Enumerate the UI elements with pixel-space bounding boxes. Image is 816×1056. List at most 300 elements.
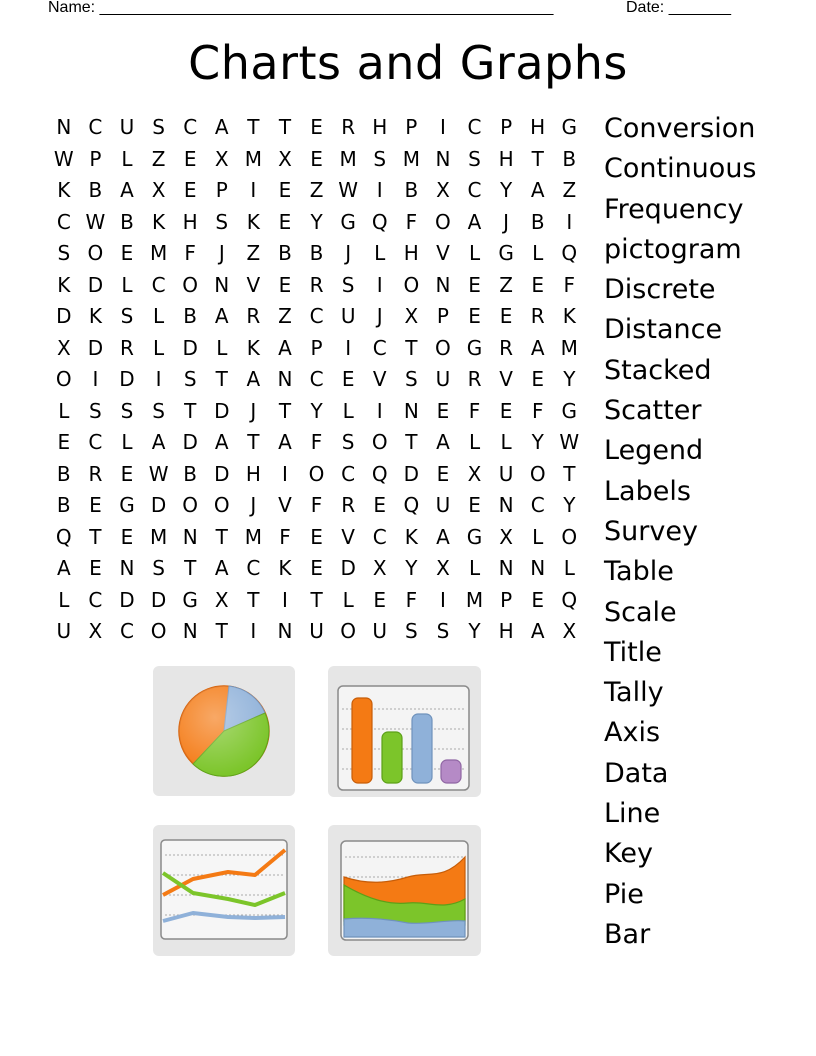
- grid-letter[interactable]: S: [57, 241, 71, 265]
- grid-letter[interactable]: Q: [561, 241, 578, 265]
- grid-letter[interactable]: O: [403, 272, 420, 297]
- grid-letter[interactable]: Z: [278, 304, 292, 328]
- grid-letter[interactable]: R: [341, 115, 356, 139]
- grid-letter[interactable]: E: [183, 146, 197, 171]
- grid-letter[interactable]: F: [468, 398, 481, 423]
- grid-letter[interactable]: X: [56, 335, 71, 360]
- grid-letter[interactable]: W: [338, 178, 359, 202]
- grid-letter[interactable]: N: [277, 619, 293, 643]
- grid-letter[interactable]: A: [246, 367, 261, 391]
- grid-letter[interactable]: K: [246, 335, 260, 360]
- grid-letter[interactable]: W: [85, 209, 106, 234]
- grid-letter[interactable]: E: [310, 556, 323, 580]
- grid-letter[interactable]: T: [89, 524, 102, 549]
- grid-letter[interactable]: Q: [371, 209, 388, 234]
- grid-letter[interactable]: M: [402, 146, 420, 171]
- grid-letter[interactable]: O: [371, 430, 388, 454]
- grid-letter[interactable]: E: [436, 461, 450, 486]
- grid-letter[interactable]: C: [88, 430, 103, 454]
- grid-letter[interactable]: D: [182, 335, 198, 360]
- grid-letter[interactable]: K: [404, 524, 418, 549]
- grid-letter[interactable]: T: [247, 115, 260, 139]
- grid-letter[interactable]: K: [562, 304, 576, 328]
- grid-letter[interactable]: M: [149, 241, 168, 265]
- grid-letter[interactable]: O: [150, 619, 167, 643]
- grid-letter[interactable]: P: [500, 587, 513, 612]
- grid-letter[interactable]: G: [561, 115, 578, 139]
- grid-letter[interactable]: S: [341, 272, 355, 297]
- grid-letter[interactable]: S: [436, 619, 450, 643]
- grid-letter[interactable]: O: [435, 335, 451, 360]
- grid-letter[interactable]: P: [310, 335, 323, 360]
- grid-letter[interactable]: A: [56, 556, 71, 580]
- grid-letter[interactable]: L: [121, 146, 133, 171]
- grid-letter[interactable]: Y: [310, 209, 323, 234]
- grid-letter[interactable]: O: [529, 461, 546, 486]
- grid-letter[interactable]: H: [403, 241, 419, 265]
- grid-letter[interactable]: P: [436, 304, 449, 328]
- grid-letter[interactable]: N: [56, 115, 72, 139]
- grid-letter[interactable]: V: [372, 367, 387, 391]
- grid-letter[interactable]: L: [563, 556, 575, 580]
- grid-letter[interactable]: E: [89, 556, 102, 580]
- grid-letter[interactable]: C: [183, 115, 198, 139]
- grid-letter[interactable]: E: [310, 146, 323, 171]
- grid-letter[interactable]: D: [182, 430, 198, 454]
- grid-letter[interactable]: F: [531, 398, 544, 423]
- grid-letter[interactable]: L: [468, 556, 481, 580]
- grid-letter[interactable]: T: [405, 335, 418, 360]
- grid-letter[interactable]: I: [250, 178, 257, 202]
- grid-letter[interactable]: I: [376, 178, 383, 202]
- grid-letter[interactable]: L: [153, 304, 165, 328]
- word-list-item: Tally: [604, 677, 664, 709]
- grid-letter[interactable]: T: [215, 619, 228, 643]
- grid-letter[interactable]: D: [214, 398, 230, 423]
- grid-letter[interactable]: S: [341, 430, 355, 454]
- grid-letter[interactable]: H: [498, 146, 514, 171]
- grid-letter[interactable]: K: [278, 556, 292, 580]
- grid-letter[interactable]: D: [340, 556, 356, 580]
- grid-letter[interactable]: A: [436, 524, 450, 549]
- grid-letter[interactable]: Z: [151, 146, 166, 171]
- grid-letter[interactable]: T: [405, 430, 418, 454]
- grid-letter[interactable]: R: [467, 367, 482, 391]
- grid-letter[interactable]: R: [341, 493, 356, 517]
- grid-letter[interactable]: T: [184, 556, 197, 580]
- grid-letter[interactable]: O: [55, 367, 72, 391]
- grid-letter[interactable]: S: [152, 398, 165, 423]
- grid-letter[interactable]: O: [435, 209, 451, 234]
- grid-letter[interactable]: V: [278, 493, 292, 517]
- grid-letter[interactable]: C: [341, 461, 356, 486]
- grid-letter[interactable]: C: [467, 115, 482, 139]
- grid-letter[interactable]: B: [530, 209, 545, 234]
- grid-letter[interactable]: G: [561, 398, 578, 423]
- grid-letter[interactable]: C: [246, 556, 261, 580]
- grid-letter[interactable]: F: [310, 430, 323, 454]
- grid-letter[interactable]: D: [403, 461, 420, 486]
- grid-letter[interactable]: U: [435, 493, 451, 517]
- grid-letter[interactable]: J: [250, 398, 257, 423]
- grid-letter[interactable]: U: [498, 461, 514, 486]
- grid-letter[interactable]: B: [183, 304, 198, 328]
- grid-letter[interactable]: S: [215, 209, 229, 234]
- grid-letter[interactable]: C: [309, 367, 324, 391]
- grid-letter[interactable]: X: [214, 587, 229, 612]
- grid-letter[interactable]: L: [500, 430, 512, 454]
- grid-letter[interactable]: X: [151, 178, 166, 202]
- grid-letter[interactable]: A: [530, 335, 545, 360]
- grid-letter[interactable]: C: [372, 335, 387, 360]
- grid-letter[interactable]: I: [345, 335, 352, 360]
- grid-letter[interactable]: A: [530, 178, 545, 202]
- grid-letter[interactable]: L: [58, 398, 70, 423]
- grid-letter[interactable]: K: [57, 272, 71, 297]
- grid-letter[interactable]: Y: [531, 430, 544, 454]
- grid-letter[interactable]: R: [499, 335, 514, 360]
- area-chart-icon: [328, 825, 481, 956]
- grid-letter[interactable]: X: [499, 524, 513, 549]
- grid-letter[interactable]: M: [244, 146, 262, 171]
- grid-letter[interactable]: T: [278, 115, 292, 139]
- grid-letter[interactable]: A: [120, 178, 134, 202]
- grid-letter[interactable]: E: [531, 272, 545, 297]
- grid-letter[interactable]: W: [148, 461, 169, 486]
- grid-letter[interactable]: L: [121, 272, 133, 297]
- grid-letter[interactable]: E: [183, 178, 197, 202]
- grid-letter[interactable]: Q: [561, 587, 578, 612]
- grid-letter[interactable]: V: [499, 367, 513, 391]
- grid-letter[interactable]: D: [214, 461, 230, 486]
- grid-letter[interactable]: D: [87, 272, 104, 297]
- grid-letter[interactable]: S: [152, 556, 165, 580]
- grid-letter[interactable]: T: [310, 587, 323, 612]
- word-list-item: Distance: [604, 314, 723, 346]
- grid-letter[interactable]: T: [184, 398, 197, 423]
- grid-letter[interactable]: M: [244, 524, 262, 549]
- grid-letter[interactable]: X: [436, 556, 450, 580]
- grid-letter[interactable]: B: [309, 241, 324, 265]
- grid-letter[interactable]: C: [120, 619, 134, 643]
- grid-letter[interactable]: R: [88, 461, 103, 486]
- grid-letter[interactable]: O: [340, 619, 357, 643]
- grid-letter[interactable]: L: [58, 587, 70, 612]
- grid-letter[interactable]: I: [282, 587, 288, 612]
- grid-letter[interactable]: O: [561, 524, 578, 549]
- grid-letter[interactable]: R: [246, 304, 261, 328]
- grid-letter[interactable]: E: [278, 209, 292, 234]
- grid-letter[interactable]: Q: [371, 461, 388, 486]
- grid-letter[interactable]: S: [120, 398, 134, 423]
- grid-letter[interactable]: M: [465, 587, 484, 612]
- grid-letter[interactable]: X: [436, 178, 450, 202]
- grid-letter[interactable]: S: [89, 398, 102, 423]
- grid-letter[interactable]: C: [530, 493, 545, 517]
- grid-letter[interactable]: H: [498, 619, 514, 643]
- grid-letter[interactable]: L: [468, 241, 481, 265]
- grid-letter[interactable]: P: [500, 115, 513, 139]
- grid-letter[interactable]: N: [182, 619, 198, 643]
- grid-letter[interactable]: C: [151, 272, 166, 297]
- grid-letter[interactable]: N: [119, 556, 135, 580]
- grid-letter[interactable]: R: [309, 272, 324, 297]
- grid-letter[interactable]: H: [245, 461, 261, 486]
- grid-letter[interactable]: V: [246, 272, 261, 297]
- grid-letter[interactable]: A: [278, 335, 292, 360]
- grid-letter[interactable]: L: [532, 241, 544, 265]
- grid-letter[interactable]: A: [530, 619, 545, 643]
- grid-letter[interactable]: E: [499, 304, 513, 328]
- grid-letter[interactable]: Q: [55, 524, 72, 549]
- grid-letter[interactable]: P: [89, 146, 102, 171]
- grid-letter[interactable]: B: [56, 461, 71, 486]
- grid-letter[interactable]: P: [405, 115, 418, 139]
- grid-letter[interactable]: S: [152, 115, 165, 139]
- grid-letter[interactable]: I: [92, 367, 99, 391]
- grid-letter[interactable]: A: [278, 430, 292, 454]
- grid-letter[interactable]: E: [499, 398, 513, 423]
- grid-letter[interactable]: L: [216, 335, 228, 360]
- grid-letter[interactable]: E: [120, 461, 134, 486]
- grid-letter[interactable]: C: [88, 587, 103, 612]
- grid-letter[interactable]: E: [531, 587, 545, 612]
- date-field-label[interactable]: Date: _______: [626, 0, 731, 16]
- grid-letter[interactable]: K: [246, 209, 260, 234]
- grid-letter[interactable]: Y: [500, 178, 513, 202]
- grid-letter[interactable]: N: [277, 367, 293, 391]
- grid-letter[interactable]: N: [498, 493, 514, 517]
- grid-letter[interactable]: X: [278, 146, 292, 171]
- grid-letter[interactable]: I: [566, 209, 573, 234]
- grid-letter[interactable]: I: [282, 461, 288, 486]
- grid-letter[interactable]: E: [468, 272, 481, 297]
- grid-letter[interactable]: F: [310, 493, 323, 517]
- grid-letter[interactable]: U: [309, 619, 324, 643]
- grid-letter[interactable]: K: [88, 304, 102, 328]
- grid-letter[interactable]: O: [308, 461, 325, 486]
- grid-letter[interactable]: A: [214, 115, 229, 139]
- grid-letter[interactable]: S: [468, 146, 481, 171]
- grid-letter[interactable]: H: [530, 115, 546, 139]
- grid-letter[interactable]: L: [121, 430, 133, 454]
- grid-letter[interactable]: W: [559, 430, 580, 454]
- grid-letter[interactable]: U: [56, 619, 72, 643]
- grid-letter[interactable]: N: [435, 272, 451, 297]
- grid-letter[interactable]: D: [87, 335, 104, 360]
- grid-letter[interactable]: L: [342, 398, 354, 423]
- grid-letter[interactable]: L: [374, 241, 386, 265]
- grid-letter[interactable]: A: [436, 430, 450, 454]
- grid-letter[interactable]: D: [119, 587, 135, 612]
- grid-letter[interactable]: A: [214, 304, 229, 328]
- grid-letter[interactable]: P: [215, 178, 228, 202]
- grid-letter[interactable]: L: [468, 430, 481, 454]
- grid-letter[interactable]: T: [531, 146, 544, 171]
- grid-letter[interactable]: L: [342, 587, 354, 612]
- grid-letter[interactable]: N: [403, 398, 419, 423]
- grid-letter[interactable]: M: [339, 146, 357, 171]
- grid-letter[interactable]: Z: [562, 178, 577, 202]
- grid-letter[interactable]: Z: [309, 178, 324, 202]
- grid-letter[interactable]: M: [149, 524, 168, 549]
- grid-letter[interactable]: T: [215, 524, 228, 549]
- grid-letter[interactable]: T: [247, 587, 260, 612]
- grid-letter[interactable]: N: [530, 556, 546, 580]
- grid-letter[interactable]: C: [372, 524, 387, 549]
- grid-letter[interactable]: B: [88, 178, 103, 202]
- grid-letter[interactable]: U: [119, 115, 135, 139]
- grid-letter[interactable]: T: [215, 367, 228, 391]
- grid-letter[interactable]: S: [373, 146, 387, 171]
- grid-letter[interactable]: E: [436, 398, 450, 423]
- grid-letter[interactable]: A: [467, 209, 482, 234]
- name-field-label[interactable]: Name: ___________________________________________________: [48, 0, 554, 16]
- grid-letter[interactable]: Y: [468, 619, 481, 643]
- grid-letter[interactable]: U: [340, 304, 356, 328]
- grid-letter[interactable]: G: [340, 209, 356, 234]
- grid-letter[interactable]: N: [498, 556, 514, 580]
- grid-letter[interactable]: E: [373, 493, 387, 517]
- grid-letter[interactable]: O: [213, 493, 230, 517]
- grid-letter[interactable]: W: [53, 146, 74, 171]
- grid-letter[interactable]: R: [120, 335, 134, 360]
- grid-letter[interactable]: T: [247, 430, 260, 454]
- grid-letter[interactable]: E: [310, 524, 323, 549]
- grid-letter[interactable]: I: [439, 587, 446, 612]
- grid-letter[interactable]: F: [405, 587, 418, 612]
- grid-letter[interactable]: E: [468, 493, 481, 517]
- grid-letter[interactable]: D: [119, 367, 135, 391]
- grid-letter[interactable]: Z: [246, 241, 261, 265]
- grid-letter[interactable]: B: [56, 493, 71, 517]
- grid-letter[interactable]: J: [218, 241, 225, 265]
- grid-letter[interactable]: D: [56, 304, 72, 328]
- grid-letter[interactable]: O: [182, 272, 199, 297]
- grid-letter[interactable]: J: [376, 304, 383, 328]
- grid-letter[interactable]: Y: [563, 493, 576, 517]
- grid-letter[interactable]: B: [183, 461, 198, 486]
- word-list-item: Pie: [604, 878, 644, 910]
- grid-letter[interactable]: B: [120, 209, 134, 234]
- grid-letter[interactable]: E: [373, 587, 387, 612]
- grid-letter[interactable]: E: [120, 241, 134, 265]
- grid-letter[interactable]: M: [560, 335, 578, 360]
- grid-letter[interactable]: B: [404, 178, 419, 202]
- grid-letter[interactable]: E: [120, 524, 134, 549]
- grid-letter[interactable]: X: [214, 146, 229, 171]
- grid-letter[interactable]: C: [56, 209, 71, 234]
- grid-letter[interactable]: L: [532, 524, 544, 549]
- grid-letter[interactable]: Q: [403, 493, 420, 517]
- grid-letter[interactable]: G: [466, 335, 483, 360]
- grid-letter[interactable]: A: [151, 430, 166, 454]
- grid-letter[interactable]: E: [310, 115, 323, 139]
- grid-letter[interactable]: E: [278, 272, 292, 297]
- grid-letter[interactable]: I: [376, 272, 383, 297]
- grid-letter[interactable]: T: [563, 461, 576, 486]
- grid-letter[interactable]: D: [150, 587, 167, 612]
- grid-letter[interactable]: S: [183, 367, 197, 391]
- grid-letter[interactable]: X: [88, 619, 103, 643]
- grid-letter[interactable]: O: [182, 493, 199, 517]
- grid-letter[interactable]: E: [341, 367, 355, 391]
- grid-letter[interactable]: E: [89, 493, 102, 517]
- grid-letter[interactable]: J: [503, 209, 510, 234]
- grid-letter[interactable]: J: [250, 493, 257, 517]
- grid-letter[interactable]: J: [345, 241, 352, 265]
- grid-letter[interactable]: X: [404, 304, 419, 328]
- grid-letter[interactable]: S: [404, 367, 418, 391]
- grid-letter[interactable]: Y: [310, 398, 323, 423]
- grid-letter[interactable]: U: [372, 619, 388, 643]
- grid-letter[interactable]: R: [530, 304, 545, 328]
- grid-letter[interactable]: F: [563, 272, 576, 297]
- grid-letter[interactable]: S: [120, 304, 134, 328]
- grid-letter[interactable]: E: [278, 178, 292, 202]
- grid-letter[interactable]: I: [155, 367, 162, 391]
- grid-letter[interactable]: H: [372, 115, 388, 139]
- grid-letter[interactable]: G: [498, 241, 514, 265]
- grid-letter[interactable]: H: [182, 209, 198, 234]
- grid-letter[interactable]: C: [467, 178, 482, 202]
- grid-row: [48, 239, 588, 271]
- word-list-item: pictogram: [604, 233, 742, 265]
- grid-letter[interactable]: Y: [563, 367, 576, 391]
- grid-letter[interactable]: N: [214, 272, 230, 297]
- grid-letter[interactable]: F: [184, 241, 196, 265]
- grid-letter[interactable]: E: [468, 304, 481, 328]
- grid-letter[interactable]: F: [279, 524, 291, 549]
- grid-letter[interactable]: O: [87, 241, 104, 265]
- grid-letter[interactable]: F: [405, 209, 418, 234]
- grid-letter[interactable]: D: [150, 493, 167, 517]
- grid-letter[interactable]: A: [214, 430, 229, 454]
- word-list: [604, 110, 809, 956]
- grid-letter[interactable]: N: [435, 146, 451, 171]
- grid-letter[interactable]: X: [562, 619, 577, 643]
- grid-letter[interactable]: K: [152, 209, 166, 234]
- grid-letter[interactable]: V: [436, 241, 450, 265]
- grid-letter[interactable]: E: [57, 430, 71, 454]
- grid-letter[interactable]: L: [153, 335, 165, 360]
- grid-letter[interactable]: E: [531, 367, 545, 391]
- grid-letter[interactable]: K: [57, 178, 71, 202]
- grid-letter[interactable]: C: [88, 115, 103, 139]
- word-list-item: Scatter: [604, 395, 702, 427]
- grid-letter[interactable]: G: [466, 524, 483, 549]
- grid-letter[interactable]: Y: [405, 556, 418, 580]
- grid-letter[interactable]: G: [119, 493, 135, 517]
- grid-letter[interactable]: B: [562, 146, 577, 171]
- grid-letter[interactable]: I: [439, 115, 446, 139]
- grid-letter[interactable]: S: [404, 619, 418, 643]
- word-search-grid[interactable]: [48, 113, 588, 649]
- grid-letter[interactable]: U: [435, 367, 451, 391]
- grid-letter[interactable]: C: [309, 304, 324, 328]
- grid-letter[interactable]: X: [467, 461, 482, 486]
- grid-letter[interactable]: X: [372, 556, 387, 580]
- grid-letter[interactable]: B: [278, 241, 292, 265]
- grid-letter[interactable]: G: [182, 587, 198, 612]
- grid-letter[interactable]: A: [214, 556, 229, 580]
- grid-letter[interactable]: T: [278, 398, 292, 423]
- grid-letter[interactable]: Z: [499, 272, 513, 297]
- grid-letter[interactable]: I: [250, 619, 257, 643]
- grid-letter[interactable]: I: [376, 398, 383, 423]
- grid-letter[interactable]: N: [182, 524, 198, 549]
- grid-letter[interactable]: V: [341, 524, 355, 549]
